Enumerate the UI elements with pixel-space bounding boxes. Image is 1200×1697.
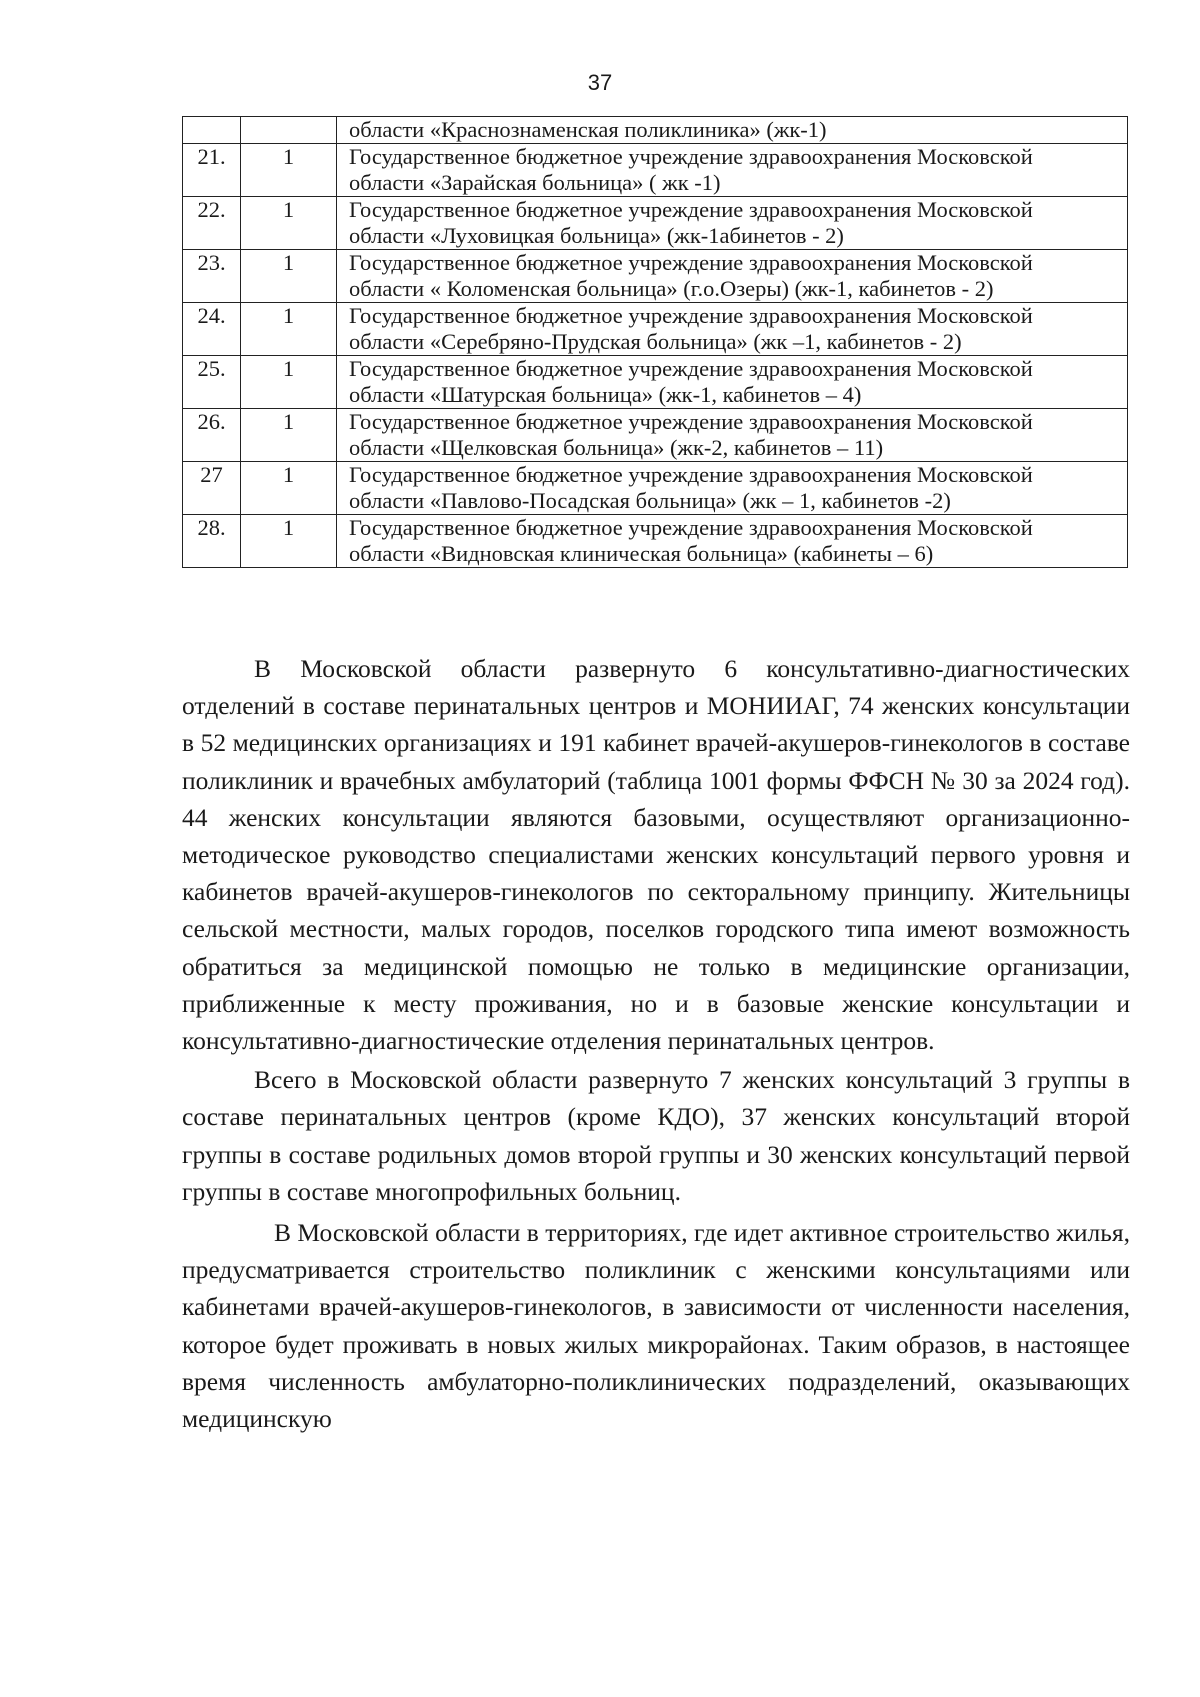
row-count: 1 (241, 144, 337, 197)
page-number: 37 (587, 70, 613, 95)
organization-name-line-1: Государственное бюджетное учреждение здравоохранения Московской (349, 144, 1033, 169)
table-row (183, 515, 1128, 568)
row-count (241, 117, 337, 144)
organization-name-line-1: области «Краснознаменская поликлиника» (жк-1) (349, 117, 827, 142)
table-row (183, 462, 1128, 515)
table-body (183, 117, 1128, 568)
organization-name (337, 117, 1128, 144)
organization-name-line-2: области «Серебряно-Прудская больница» (жк –1, кабинетов - 2) (349, 329, 962, 354)
table-row (183, 409, 1128, 462)
organization-name-line-2: области « Коломенская больница» (г.о.Озеры) (жк-1, кабинетов - 2) (349, 276, 994, 301)
row-count: 1 (241, 303, 337, 356)
organization-name-line-1: Государственное бюджетное учреждение здравоохранения Московской (349, 409, 1033, 434)
row-number: 25. (183, 356, 241, 409)
organization-name-line-2: области «Павлово-Посадская больница» (жк – 1, кабинетов -2) (349, 488, 951, 513)
organization-name (337, 197, 1128, 250)
row-number: 22. (183, 197, 241, 250)
organization-name-line-1: Государственное бюджетное учреждение здравоохранения Московской (349, 197, 1033, 222)
table-row (183, 144, 1128, 197)
organization-name-line-1: Государственное бюджетное учреждение здравоохранения Московской (349, 303, 1033, 328)
row-count: 1 (241, 409, 337, 462)
paragraph-2: Всего в Московской области развернуто 7 женских консультаций 3 группы в составе перинатальных центров (кроме КДО), 37 женских консультаций второй группы в составе родильных домов второй группы и 30 женских консультаций первой группы в составе многопрофильных больниц. (182, 1065, 1130, 1206)
organization-name-line-2: области «Зарайская больница» ( жк -1) (349, 170, 721, 195)
row-number: 21. (183, 144, 241, 197)
organization-name-line-1: Государственное бюджетное учреждение здравоохранения Московской (349, 250, 1033, 275)
organization-name (337, 356, 1128, 409)
organization-name-line-2: области «Шатурская больница» (жк-1, кабинетов – 4) (349, 382, 862, 407)
row-count: 1 (241, 356, 337, 409)
organizations-table (182, 116, 1128, 568)
organization-name (337, 462, 1128, 515)
organization-name (337, 144, 1128, 197)
row-number: 24. (183, 303, 241, 356)
row-number: 27 (183, 462, 241, 515)
organization-name-line-1: Государственное бюджетное учреждение здравоохранения Московской (349, 515, 1033, 540)
row-number: 23. (183, 250, 241, 303)
table-row (183, 356, 1128, 409)
organization-name-line-1: Государственное бюджетное учреждение здравоохранения Московской (349, 356, 1033, 381)
table-row (183, 250, 1128, 303)
body-text (182, 650, 1130, 1437)
organization-name-line-2: области «Луховицкая больница» (жк-1абинетов - 2) (349, 223, 844, 248)
table-row (183, 303, 1128, 356)
paragraph-1: В Московской области развернуто 6 консультативно-диагностических отделений в составе перинатальных центров и МОНИИАГ, 74 женских консультации в 52 медицинских организациях и 191 кабинет врачей-акушеров-гинекологов в составе поликлиник и врачебных амбулаторий (таблица 1001 формы ФФСН № 30 за 2024 год). 44 женских консультации являются базовыми, осуществляют организационно-методическое руководство специалистами женских консультаций первого уровня и кабинетов врачей-акушеров-гинекологов по секторальному принципу. Жительницы сельской местности, малых городов, поселков городского типа имеют возможность обратиться за медицинской помощью не только в медицинские организации, приближенные к месту проживания, но и в базовые женские консультации и консультативно-диагностические отделения перинатальных центров. (182, 654, 1130, 1056)
row-count: 1 (241, 197, 337, 250)
paragraph-3: В Московской области в территориях, где идет активное строительство жилья, предусматривается строительство поликлиник с женскими консультациями или кабинетами врачей-акушеров-гинекологов, в зависимости от численности населения, которое будет проживать в новых жилых микрорайонах. Таким образов, в настоящее время численность амбулаторно-поликлинических подразделений, оказывающих медицинскую (182, 1218, 1130, 1434)
organization-name-line-2: области «Щелковская больница» (жк-2, кабинетов – 11) (349, 435, 884, 460)
organization-name (337, 250, 1128, 303)
row-number (183, 117, 241, 144)
table-row (183, 197, 1128, 250)
row-count: 1 (241, 462, 337, 515)
organization-name (337, 303, 1128, 356)
table-row (183, 117, 1128, 144)
organization-name (337, 515, 1128, 568)
row-number: 26. (183, 409, 241, 462)
organization-name (337, 409, 1128, 462)
row-number: 28. (183, 515, 241, 568)
row-count: 1 (241, 515, 337, 568)
organization-name-line-2: области «Видновская клиническая больница» (кабинеты – 6) (349, 541, 934, 566)
row-count: 1 (241, 250, 337, 303)
organization-name-line-1: Государственное бюджетное учреждение здравоохранения Московской (349, 462, 1033, 487)
